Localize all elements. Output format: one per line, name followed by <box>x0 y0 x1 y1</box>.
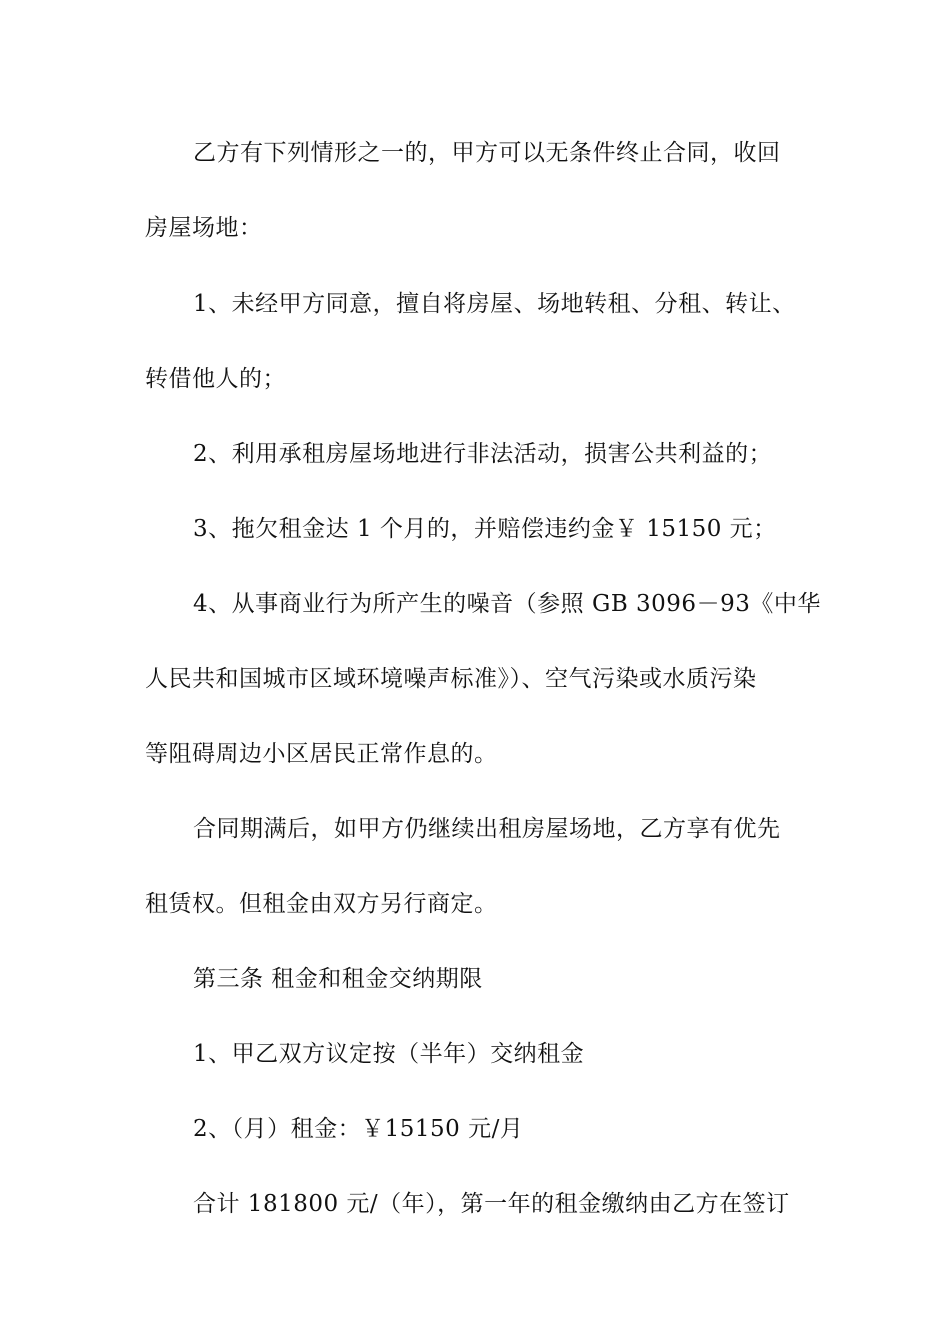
list-item-2: 2、（月）租金：￥15150 元/月 <box>193 1116 524 1142</box>
list-item-4-line: 等阻碍周边小区居民正常作息的。 <box>145 741 498 767</box>
paragraph-line: 租赁权。但租金由双方另行商定。 <box>145 891 498 917</box>
list-item-3: 3、拖欠租金达 1 个月的，并赔偿违约金￥ 15150 元； <box>193 516 777 542</box>
paragraph-line: 合同期满后，如甲方仍继续出租房屋场地，乙方享有优先 <box>193 816 781 842</box>
list-item-2: 2、利用承租房屋场地进行非法活动，损害公共利益的； <box>193 441 773 467</box>
list-item-1-line: 转借他人的； <box>145 366 286 392</box>
list-item-1-line: 1、未经甲方同意，擅自将房屋、场地转租、分租、转让、 <box>193 291 796 317</box>
list-item-4-line: 4、从事商业行为所产生的噪音（参照 GB 3096－93《中华 <box>193 591 821 617</box>
list-item-1: 1、甲乙双方议定按（半年）交纳租金 <box>193 1041 585 1067</box>
list-item-4-line: 人民共和国城市区域环境噪声标准》）、空气污染或水质污染 <box>145 666 757 692</box>
paragraph-line: 乙方有下列情形之一的，甲方可以无条件终止合同，收回 <box>193 140 781 166</box>
section-heading: 第三条 租金和租金交纳期限 <box>193 966 483 992</box>
paragraph-line: 房屋场地： <box>145 215 263 241</box>
paragraph-line: 合计 181800 元/（年），第一年的租金缴纳由乙方在签订 <box>193 1191 790 1217</box>
